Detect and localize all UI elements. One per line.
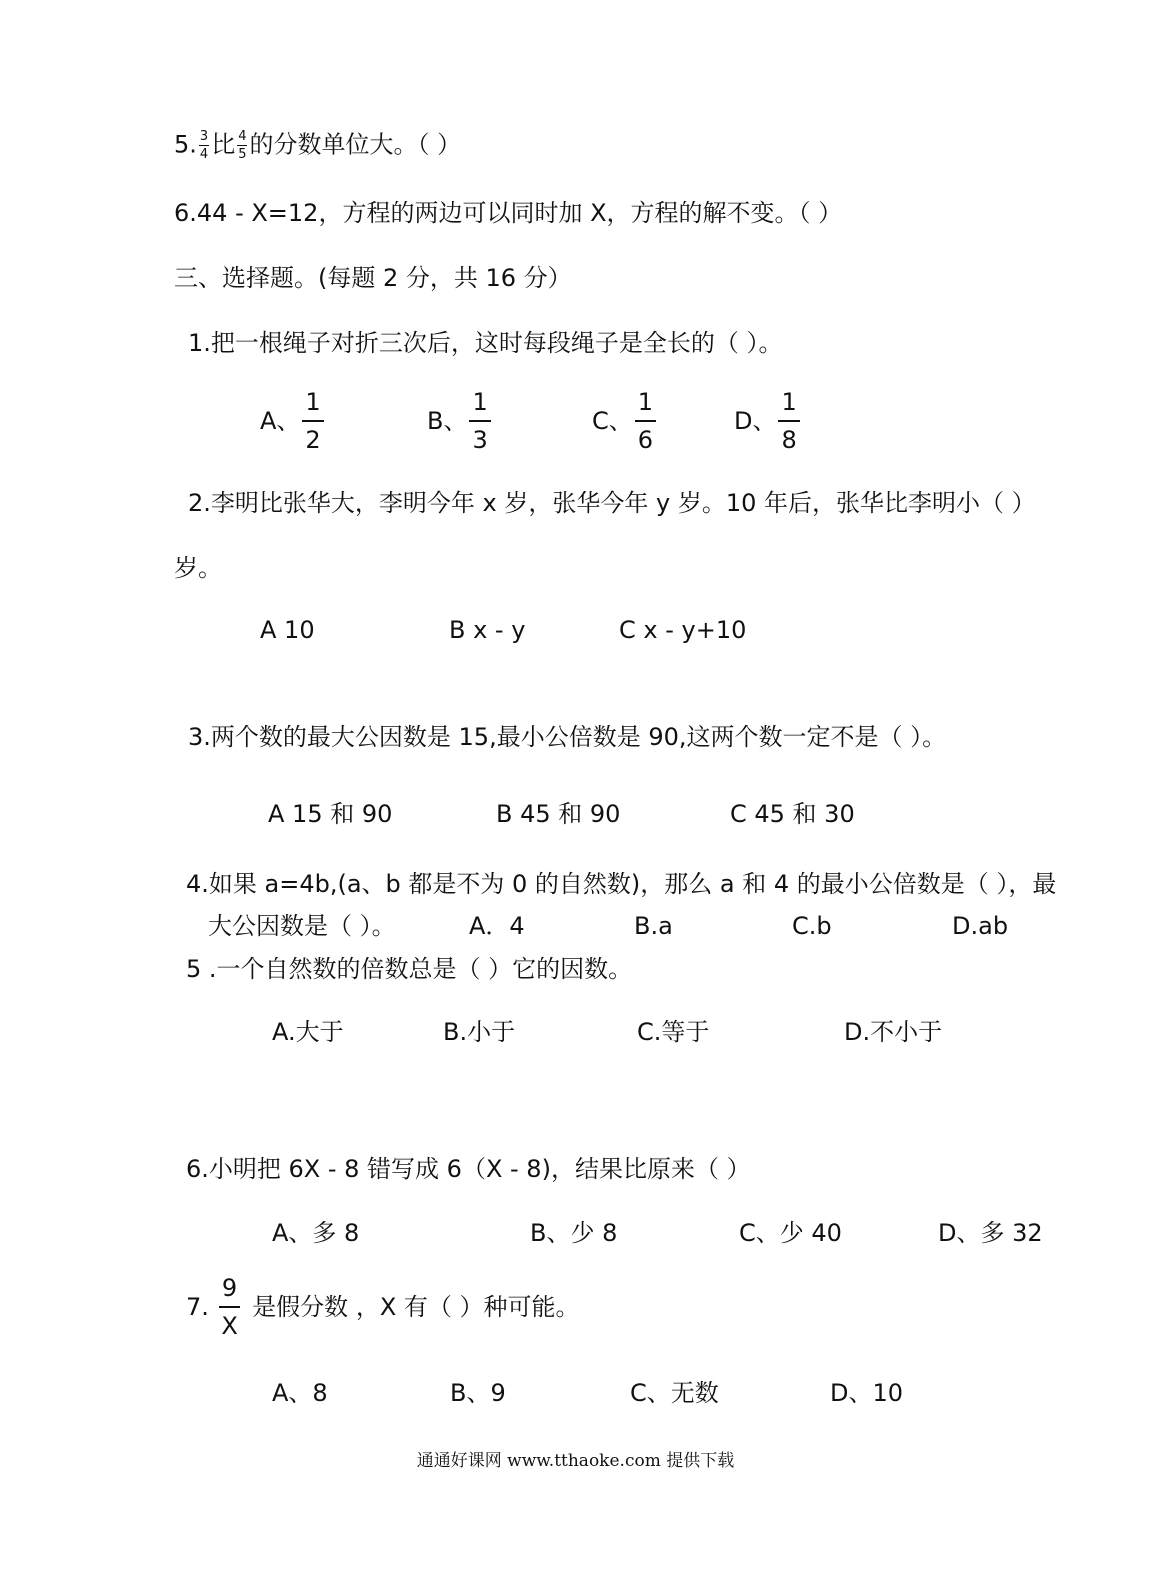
q4-option-a: A．4 <box>469 912 525 940</box>
q1-option-a: A、 $\frac{1}{2}$ <box>260 390 324 452</box>
question-1: 1.把一根绳子对折三次后，这时每段绳子是全长的（ ）。 <box>188 329 783 357</box>
question-3: 3.两个数的最大公因数是 15,最小公倍数是 90,这两个数一定不是（ ）。 <box>188 723 947 751</box>
question-6: 6.小明把 6X - 8 错写成 6（X - 8)，结果比原来（ ） <box>186 1155 751 1183</box>
page-footer: 通通好课网 www.tthaoke.com 提供下载 <box>416 1451 735 1471</box>
q2-option-a: A 10 <box>260 616 315 644</box>
q5-option-b: B.小于 <box>443 1018 516 1046</box>
q7-option-a: A、8 <box>272 1379 328 1407</box>
q3-option-a: A 15 和 90 <box>268 800 393 828</box>
judge-item-5: 5. $\frac{3}{4}$ 比 $\frac{4}{5}$ 的分数单位大。（ ） <box>174 129 462 162</box>
question-5: 5 .一个自然数的倍数总是（ ）它的因数。 <box>186 955 633 983</box>
q2-option-c: C x - y+10 <box>619 616 747 644</box>
q7-option-b: B、9 <box>450 1379 506 1407</box>
q4-option-c: C.b <box>792 912 832 940</box>
q5-option-a: A.大于 <box>272 1018 344 1046</box>
q7-option-d: D、10 <box>830 1379 904 1407</box>
q2-option-b: B x - y <box>449 616 526 644</box>
question-4-line2: 大公因数是（ ）。 <box>208 912 396 940</box>
fraction: $\frac{1}{3}$ <box>469 390 490 452</box>
fraction-three-quarters: $\frac{3}{4}$ <box>199 129 209 162</box>
q6-option-b: B、少 8 <box>530 1219 618 1247</box>
q1-option-d: D、 $\frac{1}{8}$ <box>734 390 800 452</box>
q5-option-c: C.等于 <box>637 1018 710 1046</box>
q6-option-d: D、多 32 <box>938 1219 1043 1247</box>
q4-option-d: D.ab <box>952 912 1009 940</box>
question-2-line1: 2.李明比张华大，李明今年 x 岁，张华今年 y 岁。10 年后，张华比李明小（ ） <box>188 489 1036 517</box>
judge-item-6: 6.44 - X=12，方程的两边可以同时加 X，方程的解不变。（ ） <box>174 199 843 227</box>
q5-option-d: D.不小于 <box>844 1018 943 1046</box>
question-4-line1: 4.如果 a=4b,(a、b 都是不为 0 的自然数)，那么 a 和 4 的最小公倍数是（ ），最 <box>186 870 1057 898</box>
q6-option-c: C、少 40 <box>739 1219 842 1247</box>
q6-option-a: A、多 8 <box>272 1219 360 1247</box>
q7-option-c: C、无数 <box>630 1379 719 1407</box>
fraction-four-fifths: $\frac{4}{5}$ <box>238 129 247 162</box>
section-title: 三、选择题。(每题 2 分，共 16 分） <box>174 264 572 292</box>
q3-option-c: C 45 和 30 <box>730 800 855 828</box>
question-2-line2: 岁。 <box>174 554 222 582</box>
q1-option-c: C、 $\frac{1}{6}$ <box>592 390 656 452</box>
fraction: $\frac{1}{8}$ <box>778 390 799 452</box>
question-7: 7. $\frac{9}{X}$ 是假分数 ，X 有（ ）种可能。 <box>186 1274 580 1340</box>
q3-option-b: B 45 和 90 <box>496 800 621 828</box>
fraction-nine-over-x: $\frac{9}{X}$ <box>219 1276 240 1338</box>
fraction: $\frac{1}{2}$ <box>302 390 323 452</box>
fraction: $\frac{1}{6}$ <box>635 390 656 452</box>
q4-option-b: B.a <box>634 912 673 940</box>
q1-option-b: B、 $\frac{1}{3}$ <box>427 390 491 452</box>
